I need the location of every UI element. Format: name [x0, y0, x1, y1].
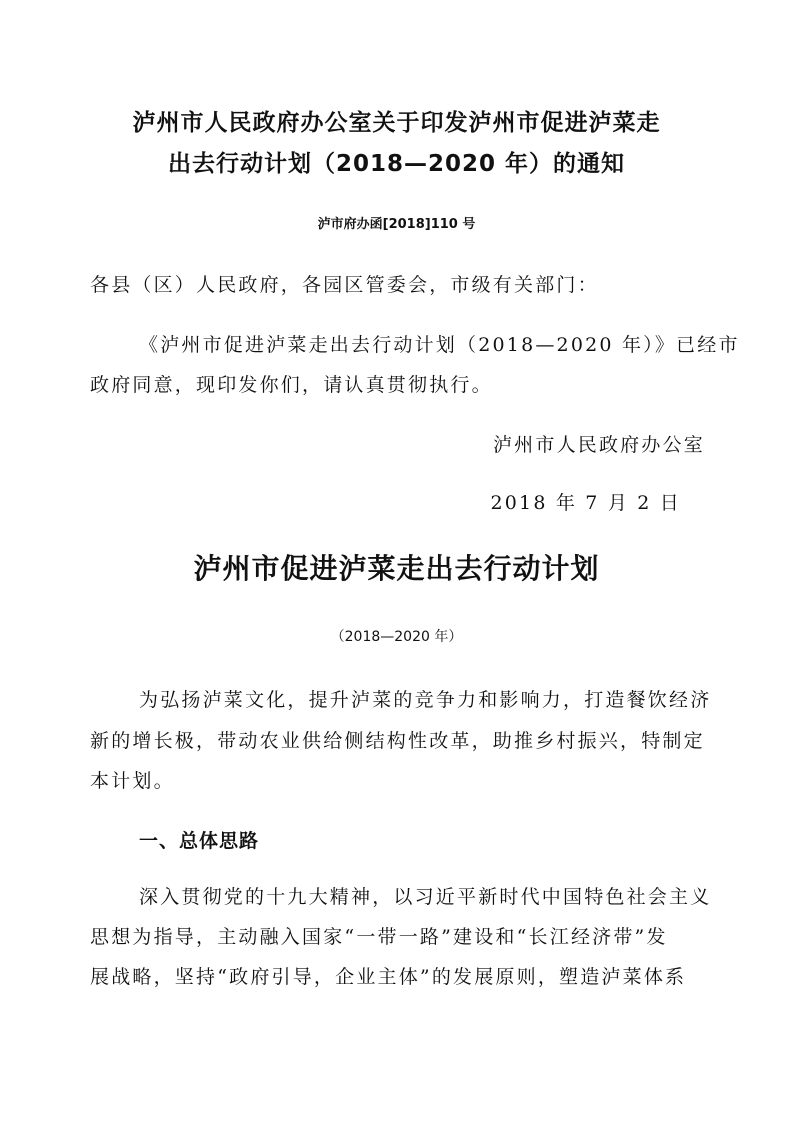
notice-body-line-2: 政府同意，现印发你们，请认真贯彻执行。	[90, 374, 493, 396]
issuer-signature: 泸州市人民政府办公室	[492, 434, 705, 456]
notice-body-line-1: 《泸州市促进泸菜走出去行动计划（2018—2020 年）》已经市	[139, 334, 740, 356]
plan-title: 泸州市促进泸菜走出去行动计划	[193, 552, 600, 585]
section-1-line-1: 深入贯彻党的十九大精神，以习近平新时代中国特色社会主义	[139, 886, 712, 908]
document-number: 泸市府办函[2018]110 号	[317, 217, 476, 232]
intro-line-3: 本计划。	[90, 770, 175, 792]
issue-date: 2018 年 7 月 2 日	[490, 492, 681, 514]
section-1-line-3: 展战略，坚持“政府引导，企业主体”的发展原则，塑造泸菜体系	[90, 966, 687, 988]
notice-title-line-1: 泸州市人民政府办公室关于印发泸州市促进泸菜走	[132, 110, 661, 136]
plan-subtitle: （2018—2020 年）	[330, 629, 463, 645]
section-1-heading: 一、总体思路	[139, 830, 260, 852]
intro-line-1: 为弘扬泸菜文化，提升泸菜的竞争力和影响力，打造餐饮经济	[139, 689, 712, 711]
notice-title-line-2: 出去行动计划（2018—2020 年）的通知	[167, 151, 626, 177]
recipients-line: 各县（区）人民政府，各园区管委会，市级有关部门：	[90, 274, 599, 296]
section-1-line-2: 思想为指导，主动融入国家“一带一路”建设和“长江经济带”发	[90, 926, 668, 948]
intro-line-2: 新的增长极，带动农业供给侧结构性改革，助推乡村振兴，特制定	[90, 730, 705, 752]
